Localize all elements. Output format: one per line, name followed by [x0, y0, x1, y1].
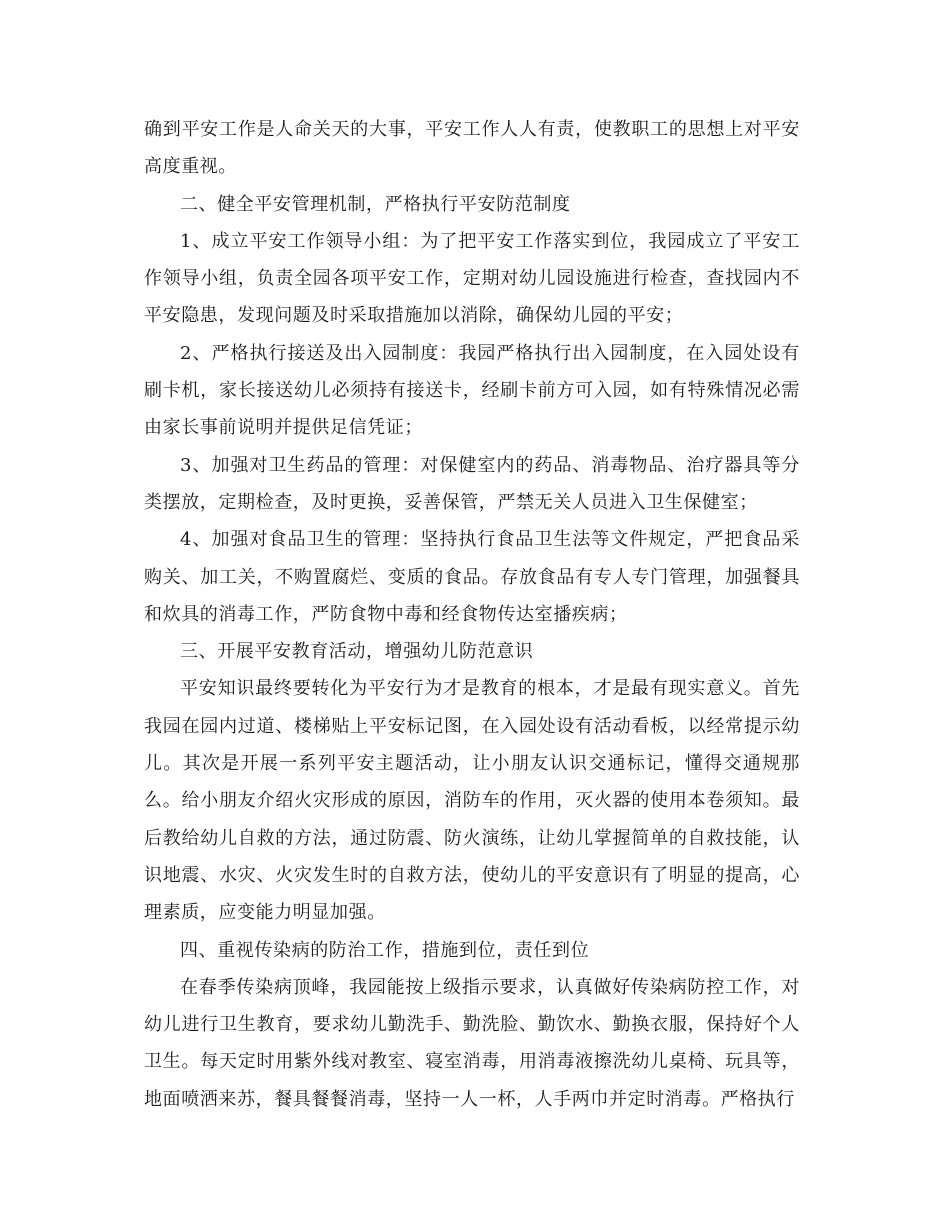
paragraph-item-4: 4、加强对食品卫生的管理：坚持执行食品卫生法等文件规定，严把食品采购关、加工关，不购置腐烂、变质的食品。存放食品有专人专门管理，加强餐具和炊具的消毒工作，严防食物中毒和经食物传达室播疾病； [144, 529, 800, 625]
section-heading-3: 三、开展平安教育活动，增强幼儿防范意识 [180, 641, 534, 663]
section-heading-4: 四、重视传染病的防治工作，措施到位，责任到位 [180, 939, 590, 961]
paragraph-item-2: 2、严格执行接送及出入园制度：我园严格执行出入园制度，在入园处设有刷卡机，家长接送幼儿必须持有接送卡，经刷卡前方可入园，如有特殊情况必需由家长事前说明并提供足信凭证； [144, 342, 800, 439]
document-body [144, 111, 800, 1118]
paragraph-disease-prevention: 在春季传染病顶峰，我园能按上级指示要求，认真做好传染病防控工作，对幼儿进行卫生教育，要求幼儿勤洗手、勤洗脸、勤饮水、勤换衣服，保持好个人卫生。每天定时用紫外线对教室、寝室消毒，用消毒液擦洗幼儿桌椅、玩具等，地面喷洒来苏，餐具餐餐消毒，坚持一人一杯，人手两巾并定时消毒。严格执行 [144, 976, 800, 1110]
paragraph-item-3: 3、加强对卫生药品的管理：对保健室内的药品、消毒物品、治疗器具等分类摆放，定期检查，及时更换，妥善保管，严禁无关人员进入卫生保健室； [144, 454, 800, 513]
section-heading-2: 二、健全平安管理机制，严格执行平安防范制度 [180, 193, 571, 215]
paragraph-item-1: 1、成立平安工作领导小组：为了把平安工作落实到位，我园成立了平安工作领导小组，负责全园各项平安工作，定期对幼儿园设施进行检查，查找园内不平安隐患，发现问题及时采取措施加以消除，确保幼儿园的平安； [144, 230, 800, 327]
paragraph-continuation: 确到平安工作是人命关天的大事，平安工作人人有责，使教职工的思想上对平安高度重视。 [144, 119, 800, 178]
paragraph-safety-education: 平安知识最终要转化为平安行为才是教育的根本，才是最有现实意义。首先我园在园内过道、楼梯贴上平安标记图，在入园处设有活动看板，以经常提示幼儿。其次是开展一系列平安主题活动，让小朋友认识交通标记，懂得交通规那么。给小朋友介绍火灾形成的原因，消防车的作用，灭火器的使用本卷须知。最后教给幼儿自救的方法，通过防震、防火演练，让幼儿掌握简单的自救技能，认识地震、水灾、火灾发生时的自救方法，使幼儿的平安意识有了明显的提高，心理素质，应变能力明显加强。 [144, 678, 800, 924]
